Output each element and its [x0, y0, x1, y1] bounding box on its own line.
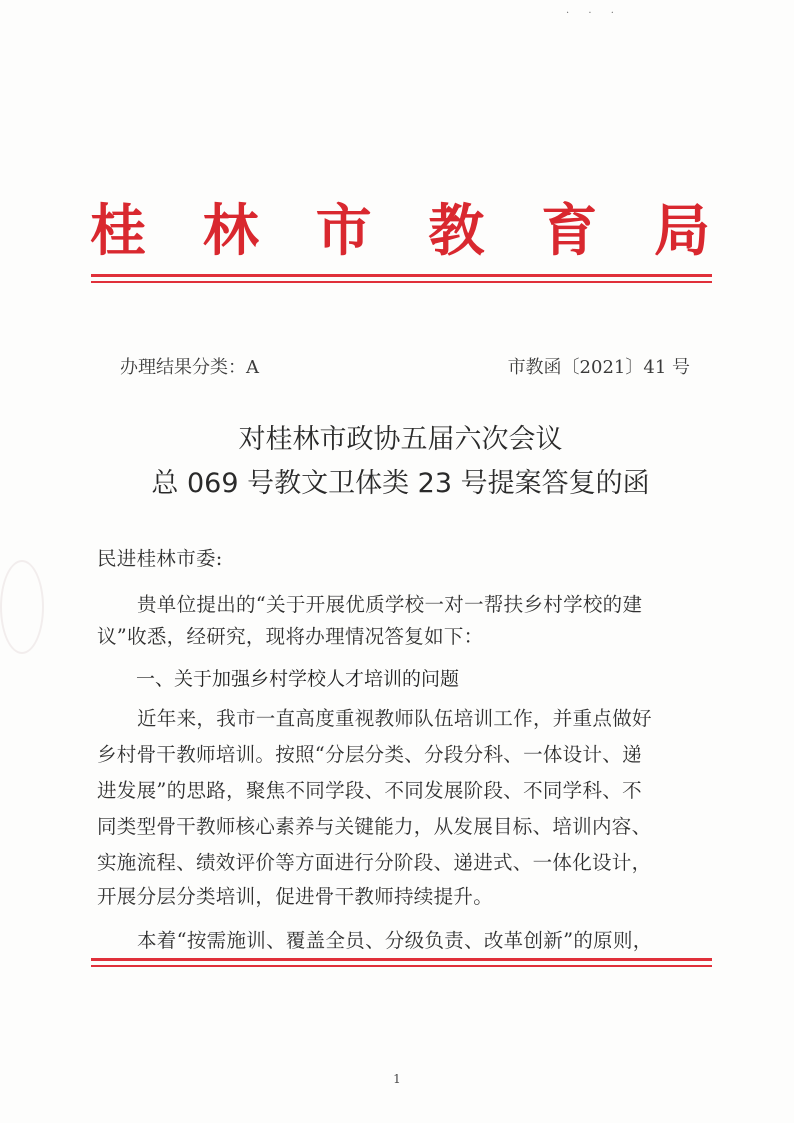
- masthead-rule-thick: [91, 274, 712, 277]
- footer-rule-thin: [91, 965, 712, 967]
- masthead-rule-thin: [91, 281, 712, 283]
- paragraph-line: 同类型骨干教师核心素养与关键能力，从发展目标、培训内容、: [97, 815, 652, 838]
- masthead-char: 局: [653, 198, 710, 264]
- document-title-line-1: 对桂林市政协五届六次会议: [238, 424, 563, 455]
- paragraph-line: 贵单位提出的“关于开展优质学校一对一帮扶乡村学校的建: [137, 593, 643, 616]
- page-number: 1: [393, 1072, 401, 1086]
- section-heading: 一、关于加强乡村学校人才培训的问题: [136, 668, 460, 690]
- salutation: 民进桂林市委:: [97, 547, 223, 570]
- footer-rule-thick: [91, 958, 712, 961]
- scan-marks: · · ·: [566, 8, 622, 19]
- masthead-char: 教: [428, 198, 485, 264]
- masthead-char: 林: [202, 198, 259, 264]
- document-title-line-2: 总 069 号教文卫体类 23 号提案答复的函: [151, 468, 650, 499]
- paragraph-line: 议”收悉，经研究，现将办理情况答复如下：: [97, 625, 484, 648]
- result-classification: 办理结果分类：A: [120, 357, 259, 378]
- paragraph-line: 开展分层分类培训，促进骨干教师持续提升。: [97, 885, 494, 908]
- paragraph-line: 进发展”的思路，聚焦不同学段、不同发展阶段、不同学科、不: [97, 779, 642, 802]
- document-number: 市教函〔2021〕41 号: [507, 357, 690, 378]
- masthead-title: [90, 196, 710, 266]
- masthead-char: 市: [315, 198, 372, 264]
- masthead-char: 育: [541, 198, 598, 264]
- paragraph-line: 乡村骨干教师培训。按照“分层分类、分段分科、一体设计、递: [97, 743, 642, 766]
- paragraph-line: 本着“按需施训、覆盖全员、分级负责、改革创新”的原则，: [137, 929, 653, 952]
- meta-row: [120, 354, 690, 382]
- paragraph-line: 实施流程、绩效评价等方面进行分阶段、递进式、一体化设计，: [97, 851, 652, 874]
- masthead-char: 桂: [90, 198, 146, 264]
- paragraph-line: 近年来，我市一直高度重视教师队伍培训工作，并重点做好: [137, 707, 652, 730]
- faint-stamp-mark: [0, 560, 44, 654]
